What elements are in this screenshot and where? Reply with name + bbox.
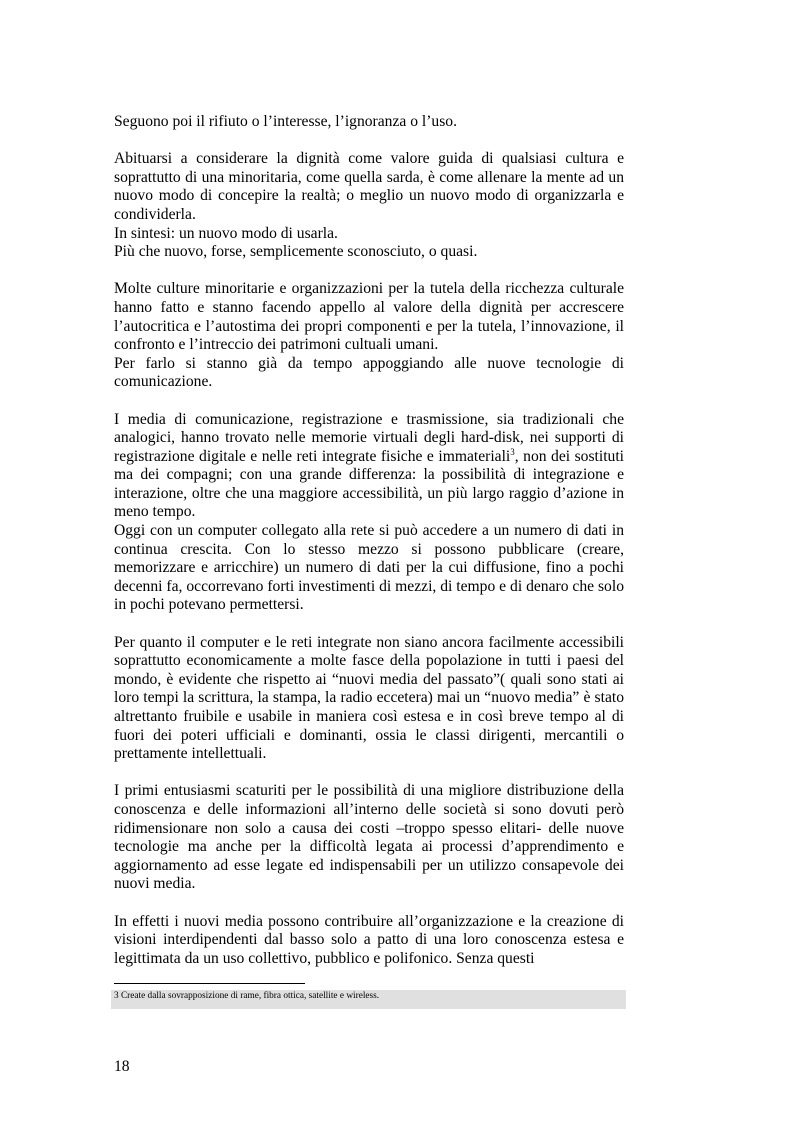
paragraph-media-before: I media di comunicazione, registrazione e trasmissione, sia tradizionali che analogici, hanno trovato nelle memorie virtuali degli hard-disk, nei supporti di registrazione digitale e nelle reti integrate fisiche e immateriali — [114, 410, 624, 465]
footnote-text: 3 Create dalla sovrapposizione di rame, fibra ottica, satellite e wireless. — [114, 991, 380, 1001]
footnote-divider — [114, 983, 305, 984]
paragraph-8: Per quanto il computer e le reti integrate non siano ancora facilmente accessibili soprattutto economicamente a molte fasce della popolazione in tutti i paesi del mondo, è evidente che rispetto ai “nuovi media del passato”( quali sono stati ai loro tempi la scrittura, la stampa, la radio eccetera) mai un “nuovo media” è stato altrettanto fruibile e usabile in maniera così estesa e in così breve tempo al di fuori dei poteri ufficiali e dominanti, ossia le classi dirigenti, mercantili o prettamente intellettuali. — [114, 633, 624, 763]
body-text — [114, 113, 624, 968]
paragraph-4: Più che nuovo, forse, semplicemente sconosciuto, o quasi. — [114, 243, 478, 261]
paragraph-media-after: , non dei sostituti ma dei compagni; con una grande differenza: la possibilità di integrazione e interazione, oltre che una maggiore accessibilità, un più largo raggio d’azione in meno tempo. — [114, 447, 624, 521]
paragraph-media — [114, 411, 624, 523]
footnote-reference[interactable]: 3 — [510, 446, 515, 457]
paragraph-10: In effetti i nuovi media possono contribuire all’organizzazione e la creazione di visioni interdipendenti dal basso solo a patto di una loro conoscenza estesa e legittimata da un uso collettivo, pubblico e polifonico. Senza questi — [114, 912, 624, 967]
page-number: 18 — [114, 1058, 130, 1075]
paragraph-2: Abituarsi a considerare la dignità come valore guida di qualsiasi cultura e soprattutto di una minoritaria, come quella sarda, è come allenare la mente ad un nuovo modo di concepire la realtà; o meglio un nuovo modo di organizzarla e condividerla. — [114, 150, 624, 223]
paragraph-3: In sintesi: un nuovo modo di usarla. — [114, 224, 338, 242]
paragraph-1: Seguono poi il rifiuto o l’interesse, l’ignoranza o l’uso. — [114, 113, 457, 130]
paragraph-6: Per farlo si stanno già da tempo appoggiando alle nuove tecnologie di comunicazione. — [114, 354, 624, 391]
paragraph-5: Molte culture minoritarie e organizzazioni per la tutela della ricchezza culturale hanno fatto e stanno facendo appello al valore della dignità per accrescere l’autocritica e l’autostima dei propri componenti e per la tutela, l’innovazione, il confronto e l’intreccio dei patrimoni cultuali umani. — [114, 280, 624, 354]
paragraph-9: I primi entusiasmi scaturiti per le possibilità di una migliore distribuzione della conoscenza e delle informazioni all’interno delle società si sono dovuti però ridimensionare non solo a causa dei costi –troppo spesso elitari- delle nuove tecnologie ma anche per la difficoltà legata ai processi d’apprendimento e aggiornamento ad esse legate ed indispensabili per un utilizzo consapevole dei nuovi media. — [114, 782, 624, 893]
paragraph-7: Oggi con un computer collegato alla rete si può accedere a un numero di dati in continua crescita. Con lo stesso mezzo si possono pubblicare (creare, memorizzare e arricchire) un numero di dati per la cui diffusione, fino a pochi decenni fa, occorrevano forti investimenti di mezzi, di tempo e di denaro che solo in pochi potevano permettersi. — [114, 522, 624, 614]
